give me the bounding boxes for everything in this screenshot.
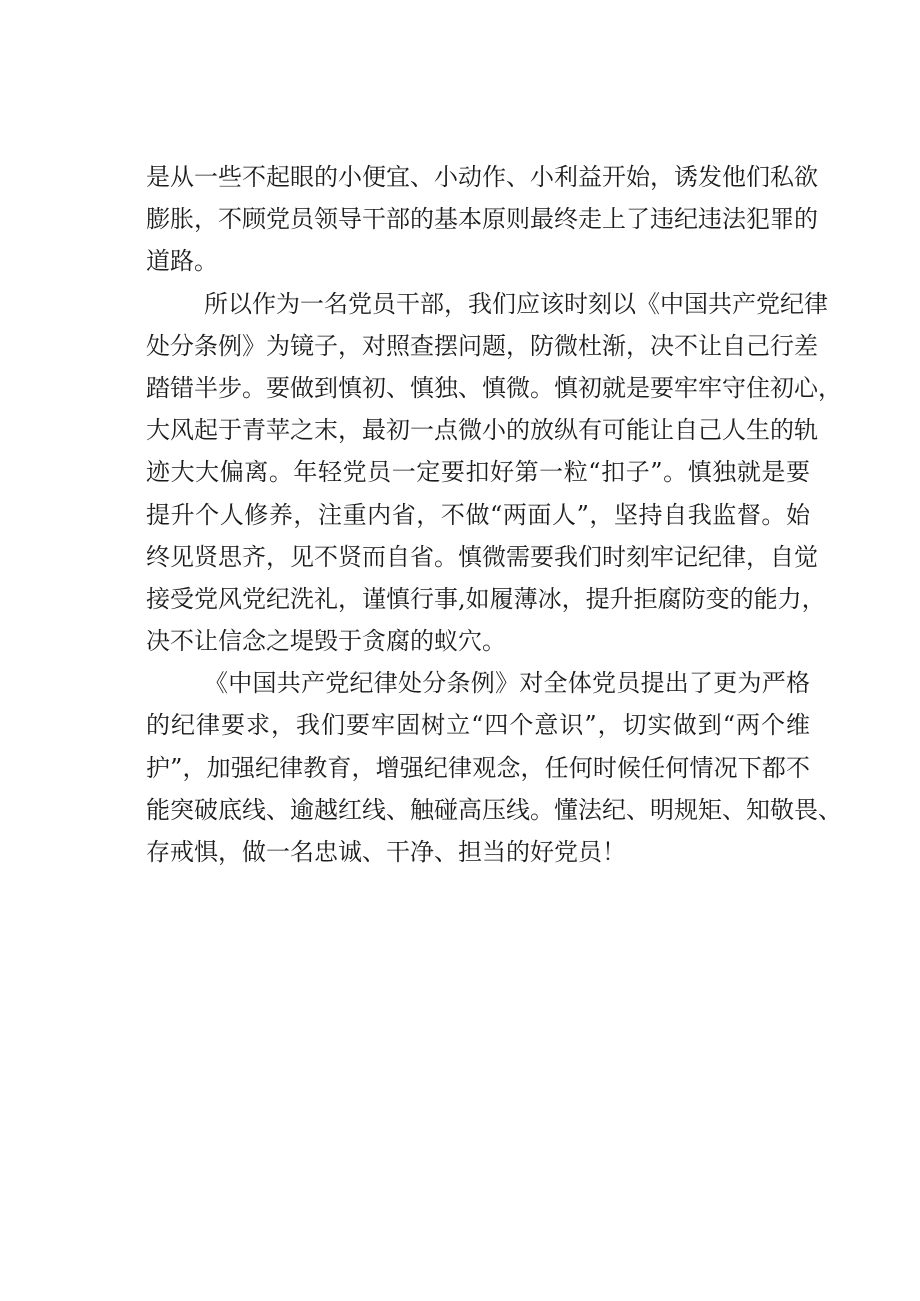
text-line: 护”，加强纪律教育，增强纪律观念，任何时候任何情况下都不 [146,753,810,782]
text-line: 迹大大偏离。年轻党员一定要扣好第一粒“扣子”。慎独就是要 [146,458,810,487]
text-line: 《中国共产党纪律处分条例》对全体党员提出了更为严格 [204,669,810,698]
text-line: 终见贤思齐，见不贤而自省。慎微需要我们时刻牢记纪律，自觉 [146,542,818,571]
text-line: 接受党风党纪洗礼，谨慎行事,如履薄冰，提升拒腐防变的能力， [146,584,826,613]
paragraph-3 [146,662,842,873]
text-line: 决不让信念之堤毁于贪腐的蚁穴。 [146,627,506,656]
text-line: 大风起于青苹之末，最初一点微小的放纵有可能让自己人生的轨 [146,416,818,445]
text-line: 处分条例》为镜子，对照查摆问题，防微杜渐，决不让自己行差 [146,331,818,360]
text-line: 存戒惧，做一名忠诚、干净、担当的好党员！ [146,838,626,866]
text-line: 的纪律要求，我们要牢固树立“四个意识”，切实做到“两个维 [146,711,810,740]
paragraph-2 [146,283,842,663]
text-line: 道路。 [146,247,218,276]
text-line: 能突破底线、逾越红线、触碰高压线。懂法纪、明规矩、知敬畏、 [146,795,842,824]
body-text [146,156,842,873]
paragraph-1 [146,156,818,283]
text-line: 膨胀，不顾党员领导干部的基本原则最终走上了违纪违法犯罪的 [146,205,818,234]
text-line: 所以作为一名党员干部，我们应该时刻以《中国共产党纪律 [204,289,828,318]
text-line: 踏错半步。要做到慎初、慎独、慎微。慎初就是要牢牢守住初心， [146,373,842,402]
text-line: 提升个人修养，注重内省，不做“两面人”，坚持自我监督。始 [146,500,810,529]
text-line: 是从一些不起眼的小便宜、小动作、小利益开始，诱发他们私欲 [146,163,818,191]
